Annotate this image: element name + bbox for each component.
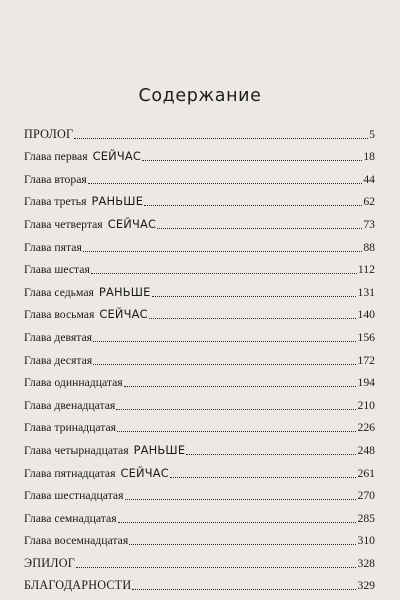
dot-leader — [149, 318, 357, 319]
toc-entry-label: ПРОЛОГ — [24, 126, 74, 141]
toc-entry-page: 140 — [357, 308, 375, 322]
toc-entry-label: Глава шестнадцатая — [24, 489, 124, 503]
toc-entry — [24, 412, 375, 435]
toc-entry — [24, 457, 375, 480]
toc-entry — [24, 163, 375, 186]
dot-leader — [83, 251, 362, 252]
toc-entry — [24, 299, 375, 322]
toc-entry — [24, 186, 375, 209]
toc-entry-tag: РАНЬШЕ — [98, 284, 151, 299]
dot-leader — [74, 138, 368, 139]
toc-entry-label: Глава тринадцатая — [24, 421, 117, 435]
toc-entry-label: Глава третья РАНЬШЕ — [24, 194, 144, 209]
page-title: Содержание — [138, 86, 262, 106]
dot-leader — [93, 341, 356, 342]
dot-leader — [129, 544, 356, 545]
toc-entry — [24, 547, 375, 570]
toc-entry — [24, 118, 375, 141]
toc-entry-tag: РАНЬШЕ — [133, 442, 186, 457]
dot-leader — [157, 228, 362, 229]
toc-entry-page: 328 — [357, 556, 375, 570]
toc-entry-page: 194 — [357, 376, 375, 390]
toc-entry-tag: СЕЙЧАС — [92, 149, 142, 164]
toc-entry-page: 44 — [363, 172, 375, 186]
toc-entry-label: Глава вторая — [24, 172, 87, 186]
toc-entry — [24, 208, 375, 231]
toc-entry-page: 226 — [357, 421, 375, 435]
dot-leader — [142, 160, 362, 161]
toc-entry — [24, 276, 375, 299]
dot-leader — [118, 522, 357, 523]
toc-entry-page: 5 — [369, 127, 375, 141]
toc-entry-label: Глава восьмая СЕЙЧАС — [24, 307, 148, 322]
toc-entry — [24, 480, 375, 503]
toc-entry-label: Глава двенадцатая — [24, 398, 116, 412]
dot-leader — [76, 567, 357, 568]
dot-leader — [125, 499, 357, 500]
toc-entry-page: 261 — [357, 466, 375, 480]
toc-entry — [24, 525, 375, 548]
toc-entry-label: Глава первая СЕЙЧАС — [24, 149, 142, 164]
dot-leader — [152, 296, 357, 297]
toc-entry-label: Глава четвертая СЕЙЧАС — [24, 216, 157, 231]
dot-leader — [124, 386, 357, 387]
toc-entry-tag: СЕЙЧАС — [107, 216, 157, 231]
toc-entry-page: 285 — [357, 511, 375, 525]
dot-leader — [93, 364, 356, 365]
toc-entry — [24, 502, 375, 525]
dot-leader — [186, 454, 356, 455]
dot-leader — [91, 273, 357, 274]
toc-entry-page: 310 — [357, 534, 375, 548]
dot-leader — [144, 205, 362, 206]
dot-leader — [88, 183, 363, 184]
toc-entry — [24, 389, 375, 412]
dot-leader — [170, 477, 357, 478]
toc-entry-page: 210 — [357, 398, 375, 412]
toc-entry — [24, 231, 375, 254]
toc-entry-label: Глава пятая — [24, 240, 82, 254]
toc-entry-page: 131 — [357, 285, 375, 299]
toc-entry-page: 329 — [357, 579, 375, 593]
toc-entry — [24, 344, 375, 367]
dot-leader — [116, 409, 356, 410]
table-of-contents — [24, 118, 375, 592]
toc-entry-label: Глава восемнадцатая — [24, 534, 129, 548]
toc-entry-page: 156 — [357, 330, 375, 344]
toc-entry — [24, 434, 375, 457]
toc-entry-label: Глава десятая — [24, 353, 93, 367]
toc-entry-label: Глава четырнадцатая РАНЬШЕ — [24, 442, 186, 457]
toc-entry-label: Глава шестая — [24, 263, 90, 277]
toc-entry-page: 248 — [357, 443, 375, 457]
toc-entry-tag: РАНЬШЕ — [91, 194, 144, 209]
toc-entry-label: БЛАГОДАРНОСТИ — [24, 578, 132, 593]
toc-entry-label: Глава пятнадцатая СЕЙЧАС — [24, 465, 169, 480]
toc-entry-page: 88 — [363, 240, 375, 254]
toc-entry-label: Глава одиннадцатая — [24, 376, 123, 390]
dot-leader — [132, 589, 356, 590]
toc-entry-label: Глава семнадцатая — [24, 511, 117, 525]
toc-entry-label: ЭПИЛОГ — [24, 555, 75, 570]
toc-entry-page: 172 — [357, 353, 375, 367]
dot-leader — [117, 431, 356, 432]
toc-entry-page: 270 — [357, 489, 375, 503]
toc-entry-label: Глава девятая — [24, 330, 93, 344]
toc-entry-page: 18 — [363, 150, 375, 164]
toc-entry-page: 112 — [357, 263, 375, 277]
toc-entry-tag: СЕЙЧАС — [120, 465, 169, 480]
toc-entry — [24, 570, 375, 593]
toc-entry — [24, 141, 375, 164]
toc-entry — [24, 321, 375, 344]
toc-entry-page: 62 — [363, 195, 375, 209]
toc-entry-label: Глава седьмая РАНЬШЕ — [24, 284, 151, 299]
toc-entry — [24, 254, 375, 277]
toc-entry — [24, 367, 375, 390]
toc-entry-tag: СЕЙЧАС — [99, 307, 148, 322]
toc-entry-page: 73 — [363, 217, 375, 231]
